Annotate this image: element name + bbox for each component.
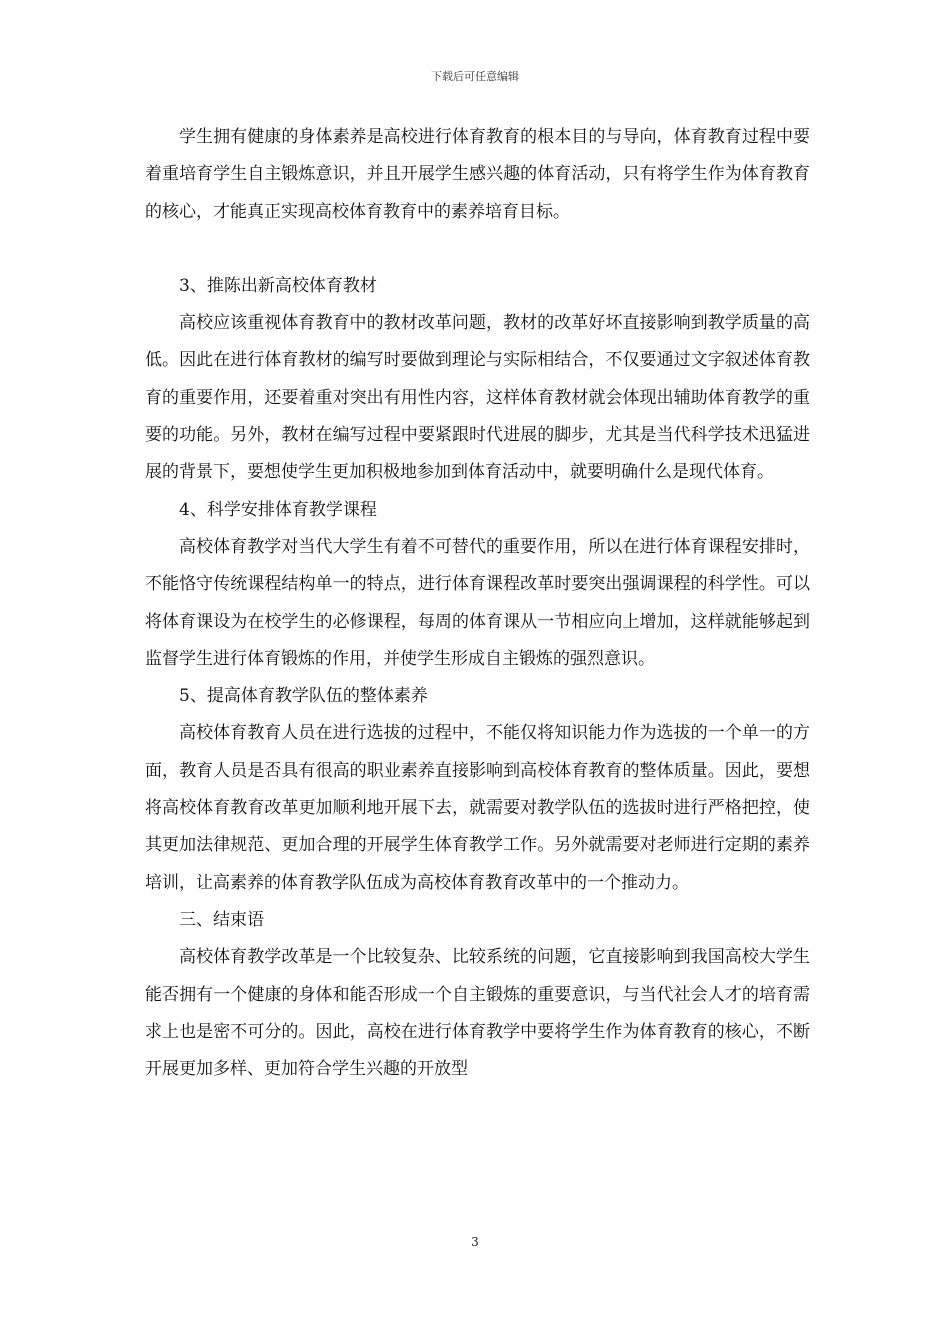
- section-heading: 三、结束语: [179, 909, 264, 930]
- paragraph: 高校应该重视体育教育中的教材改革问题，教材的改革好坏直接影响到教学质量的高低。因此在进行体育教材的编写时要做到理论与实际相结合，不仅要通过文字叙述体育教育的重要作用，还要着重对突出有用性内容，这样体育教材就会体现出辅助体育教学的重要的功能。另外，教材在编写过程中要紧跟时代进展的脚步，尤其是当代科学技术迅猛进展的背景下，要想使学生更加积极地参加到体育活动中，就要明确什么是现代体育。: [145, 313, 810, 483]
- section-heading: 5、提高体育教学队伍的整体素养: [179, 686, 428, 707]
- page-number: 3: [471, 1235, 479, 1249]
- document-body: [145, 119, 810, 1088]
- page-header-note: 下载后可任意编辑: [431, 70, 519, 83]
- paragraph: 学生拥有健康的身体素养是高校进行体育教育的根本目的与导向，体育教育过程中要着重培育学生自主锻炼意识，并且开展学生感兴趣的体育活动，只有将学生作为体育教育的核心，才能真正实现高校体育教育中的素养培育目标。: [145, 127, 810, 222]
- paragraph: 高校体育教育人员在进行选拔的过程中，不能仅将知识能力作为选拔的一个单一的方面，教育人员是否具有很高的职业素养直接影响到高校体育教育的整体质量。因此，要想将高校体育教育改革更加顺利地开展下去，就需要对教学队伍的选拔时进行严格把控，使其更加法律规范、更加合理的开展学生体育教学工作。另外就需要对老师进行定期的素养培训，让高素养的体育教学队伍成为高校体育教育改革中的一个推动力。: [145, 723, 810, 893]
- paragraph: 高校体育教学对当代大学生有着不可替代的重要作用，所以在进行体育课程安排时，不能恪守传统课程结构单一的特点，进行体育课程改革时要突出强调课程的科学性。可以将体育课设为在校学生的必修课程，每周的体育课从一节相应向上增加，这样就能够起到监督学生进行体育锻炼的作用，并使学生形成自主锻炼的强烈意识。: [145, 536, 810, 669]
- paragraph: 高校体育教学改革是一个比较复杂、比较系统的问题，它直接影响到我国高校大学生能否拥有一个健康的身体和能否形成一个自主锻炼的重要意识，与当代社会人才的培育需求上也是密不可分的。因此，高校在进行体育教学中要将学生作为体育教育的核心，不断开展更加多样、更加符合学生兴趣的开放型: [145, 947, 810, 1080]
- blank-line: [145, 231, 810, 268]
- section-heading: 3、推陈出新高校体育教材: [179, 275, 377, 296]
- section-heading: 4、科学安排体育教学课程: [179, 499, 377, 520]
